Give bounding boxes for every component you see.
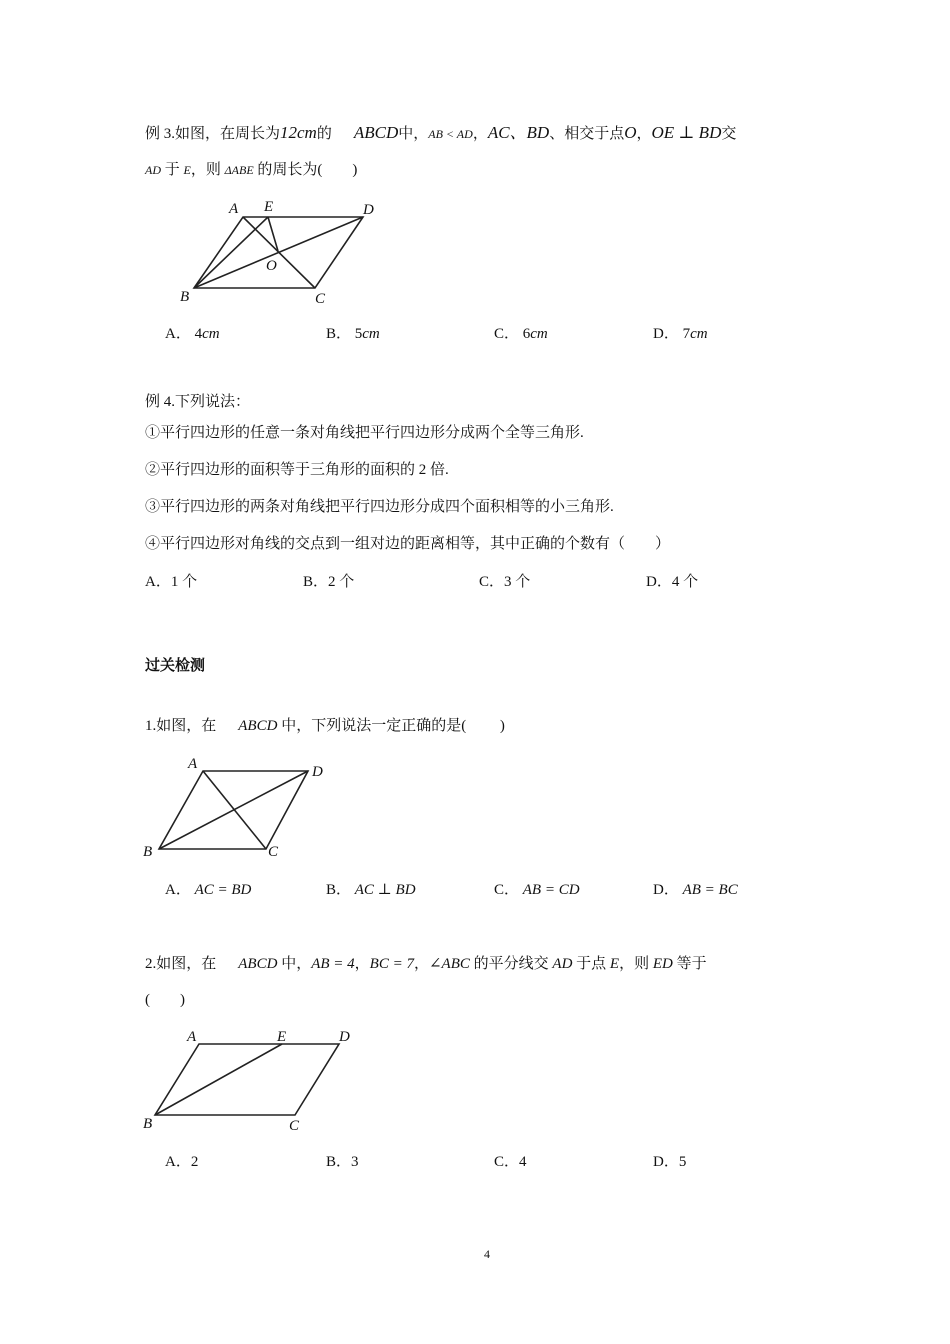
text: 的平分线交	[469, 956, 553, 972]
q2-option-c[interactable]: C．4	[494, 1154, 527, 1170]
example3-option-c[interactable]	[494, 324, 548, 344]
text: ，	[354, 956, 370, 972]
shape-name: ABCD	[238, 718, 278, 734]
text: 、相交于点	[549, 126, 625, 142]
option-letter: C．	[494, 882, 520, 898]
condition: AB < AD	[428, 127, 473, 141]
option-expr: AB = CD	[522, 882, 580, 898]
triangle: ΔABE	[224, 163, 254, 177]
text: ，	[413, 956, 429, 972]
option-expr: AC ⊥ BD	[354, 882, 416, 898]
option-expr: AC = BD	[194, 882, 252, 898]
q2-question-line1	[145, 954, 707, 974]
label-d: D	[339, 1029, 350, 1045]
option-letter: D．	[653, 882, 679, 898]
option-letter: C．	[494, 326, 520, 342]
text: 中，	[277, 956, 312, 972]
text: 中，下列说法一定正确的是( )	[277, 718, 505, 734]
option-value: 6	[522, 326, 531, 342]
example4-statement-2: ②平行四边形的面积等于三角形的面积的 2 倍.	[145, 462, 449, 478]
label-d: D	[312, 764, 323, 780]
diagonals: AC、BD	[487, 123, 550, 142]
example4-option-b[interactable]: B．2 个	[303, 574, 355, 590]
option-unit: cm	[202, 326, 220, 342]
label-a: A	[229, 201, 239, 217]
q1-option-c[interactable]	[494, 880, 580, 900]
example4-statement-4: ④平行四边形对角线的交点到一组对边的距离相等，其中正确的个数有（ ）	[145, 536, 671, 552]
option-value: 7	[682, 326, 691, 342]
option-letter: B．	[326, 326, 352, 342]
q1-option-d[interactable]	[653, 880, 738, 900]
option-value: 5	[354, 326, 363, 342]
option-unit: cm	[362, 326, 380, 342]
q1-option-a[interactable]	[165, 880, 251, 900]
label-c: C	[315, 291, 326, 307]
option-letter: B．	[326, 882, 352, 898]
page-number: 4	[484, 1247, 490, 1261]
text: ，	[472, 126, 488, 142]
q1-question	[145, 716, 505, 736]
point-o: O	[624, 123, 637, 142]
section-title: 过关检测	[145, 656, 206, 674]
label-e: E	[264, 199, 274, 215]
option-value: 4	[194, 326, 203, 342]
label-c: C	[289, 1118, 300, 1134]
q1-option-b[interactable]	[326, 880, 416, 900]
text: 2.如图，在	[145, 956, 217, 972]
example3-option-b[interactable]	[326, 324, 380, 344]
label-d: D	[363, 202, 374, 218]
perimeter-value: 12cm	[280, 123, 317, 142]
text: 于点	[572, 956, 610, 972]
text: 1.如图，在	[145, 718, 217, 734]
label-b: B	[143, 1116, 153, 1132]
option-expr: AB = BC	[682, 882, 738, 898]
text: ，	[636, 126, 652, 142]
text: ，则	[190, 162, 225, 178]
text: 中，	[398, 126, 429, 142]
text: 例 3.如图，在周长为	[145, 126, 281, 142]
shape-name: ABCD	[353, 123, 399, 142]
example4-option-c[interactable]: C．3 个	[479, 574, 531, 590]
label-a: A	[187, 1029, 197, 1045]
label-b: B	[143, 844, 153, 860]
example4-statement-1: ①平行四边形的任意一条对角线把平行四边形分成两个全等三角形.	[145, 425, 584, 441]
example3-option-d[interactable]	[653, 324, 708, 344]
text: 交	[721, 126, 737, 142]
q2-figure	[155, 1044, 339, 1115]
text: 的	[316, 126, 332, 142]
example3-figure	[194, 217, 363, 288]
perpendicular-condition: OE ⊥ BD	[651, 123, 722, 142]
point: E	[183, 163, 191, 177]
example4-option-a[interactable]: A．1 个	[145, 574, 198, 590]
example4-title: 例 4.下列说法：	[145, 394, 251, 410]
example4-statement-3: ③平行四边形的两条对角线把平行四边形分成四个面积相等的小三角形.	[145, 499, 614, 515]
option-letter: D．	[653, 326, 679, 342]
text: 等于	[672, 956, 707, 972]
q1-figure	[159, 771, 308, 849]
label-c: C	[268, 844, 279, 860]
condition: BC = 7	[369, 956, 414, 972]
q2-question-line2: ( )	[145, 992, 185, 1008]
segment: ED	[652, 956, 673, 972]
label-e: E	[277, 1029, 287, 1045]
q2-option-b[interactable]: B．3	[326, 1154, 359, 1170]
text: ，则	[619, 956, 653, 972]
label-b: B	[180, 289, 190, 305]
q2-option-d[interactable]: D．5	[653, 1154, 687, 1170]
point: E	[609, 956, 620, 972]
text: 于	[161, 162, 184, 178]
angle: ∠ABC	[428, 956, 470, 972]
example3-option-a[interactable]	[165, 324, 220, 344]
option-unit: cm	[530, 326, 548, 342]
segment: AD	[552, 956, 573, 972]
example4-option-d[interactable]: D．4 个	[646, 574, 699, 590]
option-letter: A．	[165, 882, 191, 898]
option-unit: cm	[690, 326, 708, 342]
segment: AD	[145, 163, 161, 177]
option-letter: A．	[165, 326, 191, 342]
text: 的周长为( )	[253, 162, 358, 178]
q2-option-a[interactable]: A．2	[165, 1154, 199, 1170]
shape-name: ABCD	[238, 956, 278, 972]
label-o: O	[266, 258, 277, 274]
condition: AB = 4	[311, 956, 355, 972]
label-a: A	[188, 756, 198, 772]
